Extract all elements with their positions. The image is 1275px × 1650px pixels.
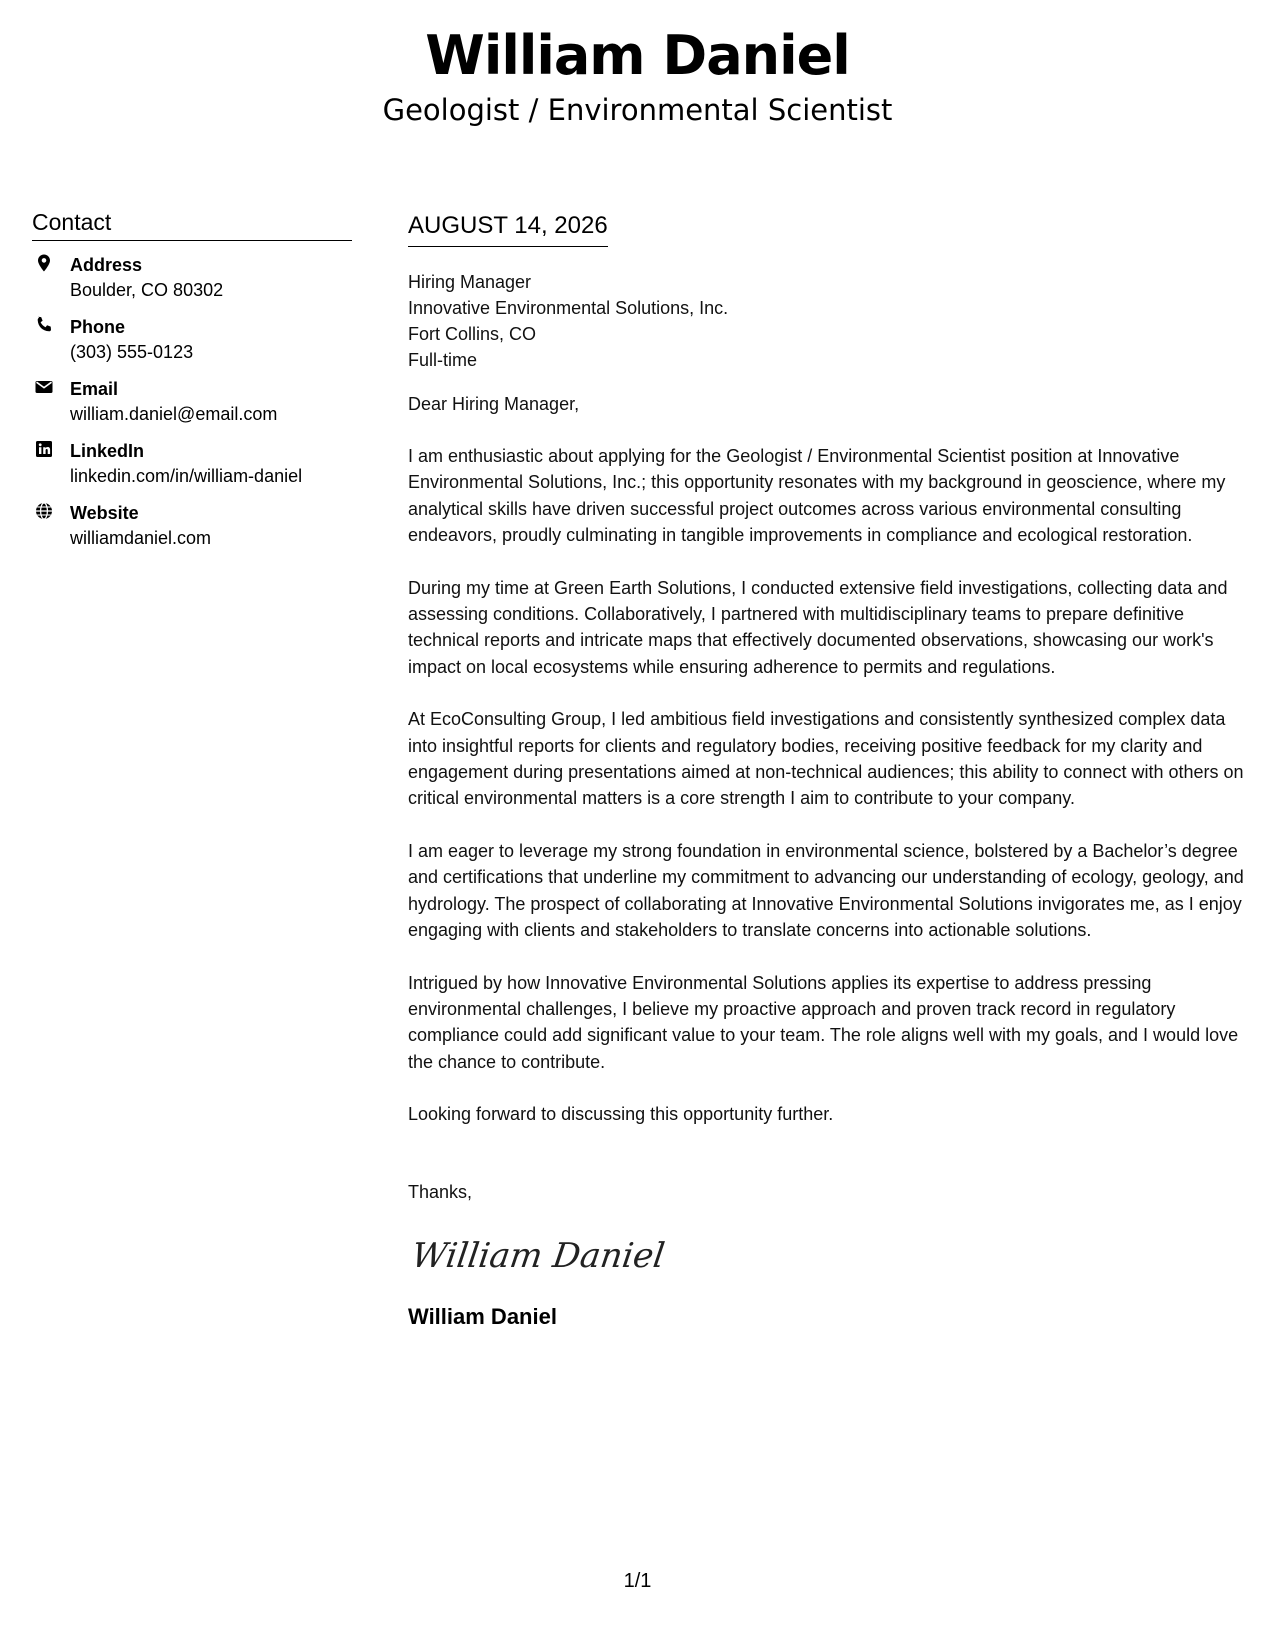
page-number: 1/1 [623, 1570, 652, 1592]
contact-label: Website [70, 503, 139, 523]
contact-heading: Contact [32, 208, 352, 241]
contact-label: LinkedIn [70, 441, 145, 461]
contact-item-email [32, 377, 352, 427]
body-paragraph: I am eager to leverage my strong foundation in environmental science, bolstered by a Bachelor’s degree and certifications that underline my commitment to advancing our understanding of ecology, geology, and hydrology. The prospect of collaborating at Innovative Environmental Solutions invigorates me, as I enjoy engaging with clients and stakeholders to translate concerns into actionable solutions. [408, 840, 1244, 941]
recipient-line: Full-time [408, 350, 478, 370]
contact-label: Address [70, 255, 143, 275]
linkedin-value: linkedin.com/in/william-daniel [70, 466, 303, 486]
body-paragraph: I am enthusiastic about applying for the Geologist / Environmental Scientist position at Innovative Environmental Solutions, Inc.; this opportunity resonates with my background in geoscience, where my analytical skills have driven successful project outcomes across various environmental consulting endeavors, proudly culminating in tangible improvements in compliance and ecological restoration. [408, 446, 1226, 546]
contact-item-address [32, 253, 352, 303]
handwritten-signature [408, 1227, 688, 1283]
closing-line: Looking forward to discussing this opportunity further. [408, 1104, 834, 1125]
letter-date: AUGUST 14, 2026 [408, 210, 608, 247]
globe-icon [34, 501, 54, 521]
linkedin-icon [34, 439, 54, 459]
body-paragraph: At EcoConsulting Group, I led ambitious field investigations and consistently synthesized complex data into insightful reports for clients and regulatory bodies, receiving positive feedback for my clarity and engagement during presentations aimed at non-technical audiences; this ability to connect with others on critical environmental matters is a core strength I aim to contribute to your company. [408, 709, 1244, 809]
salutation: Dear Hiring Manager, [408, 394, 580, 414]
signoff: Thanks, [408, 1182, 473, 1203]
phone-icon [34, 315, 54, 335]
contact-label: Email [70, 379, 119, 399]
recipient-line: Hiring Manager [408, 272, 532, 292]
letter-header [0, 22, 1275, 128]
map-pin-icon [34, 253, 54, 273]
candidate-name: William Daniel [425, 24, 850, 87]
letter-body [408, 210, 1244, 1331]
signer-name: William Daniel [408, 1304, 557, 1330]
contact-sidebar [32, 208, 352, 551]
address-value: Boulder, CO 80302 [70, 280, 224, 300]
website-value: williamdaniel.com [70, 528, 212, 548]
candidate-title: Geologist / Environmental Scientist [382, 93, 893, 127]
phone-value: (303) 555-0123 [70, 342, 194, 362]
signature-script: William Daniel [409, 1236, 668, 1277]
recipient-block [408, 269, 1244, 373]
envelope-icon [34, 377, 54, 397]
contact-item-website [32, 501, 352, 551]
recipient-line: Innovative Environmental Solutions, Inc. [408, 298, 729, 318]
email-value: william.daniel@email.com [70, 404, 278, 424]
contact-label: Phone [70, 317, 126, 337]
body-paragraph: During my time at Green Earth Solutions, I conducted extensive field investigations, collecting data and assessing conditions. Collaboratively, I partnered with multidisciplinary teams to prepare definitive technical reports and intricate maps that effectively documented observations, showcasing our work's impact on local ecosystems while ensuring adherence to permits and regulations. [408, 577, 1228, 677]
contact-item-linkedin [32, 439, 352, 489]
recipient-line: Fort Collins, CO [408, 324, 537, 344]
body-paragraph: Intrigued by how Innovative Environmental Solutions applies its expertise to address pressing environmental challenges, I believe my proactive approach and proven track record in regulatory compliance could add significant value to your team. The role aligns well with my goals, and I would love the chance to contribute. [408, 972, 1239, 1072]
contact-item-phone [32, 315, 352, 365]
